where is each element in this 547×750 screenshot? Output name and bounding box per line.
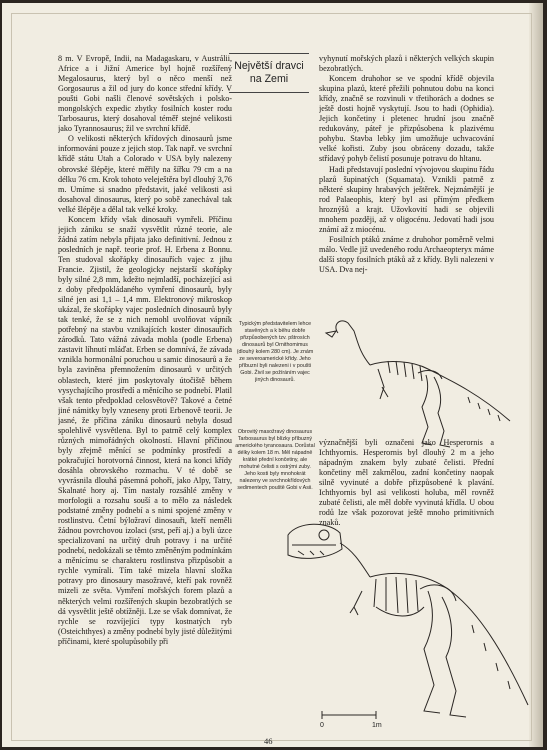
scale-label-one-meter: 1m <box>372 722 382 729</box>
paragraph: Fosilních ptáků známe z druhohor poměrně velmi málo. Vedle již uvedeného rodu Archaeopteryx máme další stopy fosilních ptáků až z křídy. Byli nalezeni v USA. Dva nej- <box>319 234 494 274</box>
scale-label-zero: 0 <box>320 722 324 729</box>
paragraph: význačnější byli označeni jako Hesperornis a Ichthyornis. Hesperornis byl dlouhý 2 m a jeho nápadným znakem byly zubaté čelisti. Přední končetiny měl zakrnělou, zadní končetiny naopak silně vyvinuté a dobře přizpůsobené k plavání. Ichthyornis byl asi velikosti holuba, měl rovněž zubaté čelisti, ale měl dobře vyvinutá křídla. U obou rodů lze však pozorovat ještě mnoho primitivních znaků. <box>319 438 494 528</box>
tarbosaurus-caption: Obrovitý masožravý dinosaurus Tarbosaurus byl blízky příbuzný amerického tyranosaura. Dorůstal délky kolem 18 m. Měl nápadně krátké přední končetiny, ale mohutné čelisti s ostrými zuby. Jeho kosti byly mnohokrát nalezeny ve svrchnokřídových sedimentech pouště Gobi v Asii. <box>235 429 315 491</box>
page-number: 46 <box>264 736 273 746</box>
section-title-line-2: na Zemi <box>249 73 289 85</box>
ornithomimus-skeleton-illustration <box>318 303 518 453</box>
paragraph: vyhynutí mořských plazů i některých velkých skupin bezobratlých. <box>319 54 494 74</box>
section-title-box <box>229 53 309 93</box>
paragraph: O velikosti některých křídových dinosaurů jsme informováni pouze z jejich stop. Tak např. ve svrchní křídě státu Utah a Colorado v USA byly nalezeny obrovské šlépěje, které měřily na šířku 79 cm a na délku 76 cm. Krok tohoto veleještěra byl dlouhý 3,76 m. Umíme si snadno představit, jaké velikosti asi dosahoval dinosaurus, který po sobě zanechával tak velké šlépěje a dělal tak velké kroky. <box>58 134 232 214</box>
section-title-line-1: Největší dravci <box>234 60 304 72</box>
paragraph: Koncem křídy však dinosauři vymřeli. Příčinu jejich zániku se snaží vysvětlit různé teorie, ale žádná zatím nebyla přijata jako definitivní. Jednou z posledních je např. teorie prof. H. Erbena z Bonnu. Ten studoval skořápky dinosauřích vajec z jihu Francie. Zjistil, že geologicky nejstarší skořápky byly silné 2,8 mm, kdežto nejmladší, pocházející asi z doby předpokládaného vymření dinosaurů, byly silné jen asi 1,1 – 1,4 mm. Elektronový mikroskop ukázal, že skořápky vajec posledních dinosaurů byly tak tenké, že se z nich nemohl uvolňovat vápník potřebný na stavbu vznikajících koster dinosauřích zárodků. Tato vážná závada mohla (podle Erbena) zastavit líhnutí mláďat. Erben se domnívá, že závada vznikla hormonální poruchou u samic dinosaurů a že byla zaviněna přemnožením dinosaurů v určitých oblastech, které jim poskytovaly útočiště během vysychajícího prostředí a měnícího se podnebí. Platil však tento předpoklad celosvětově? Takové a četné jiné námitky byly vzneseny proti Erbenově teorii. Je jasné, že příčina zániku dinosaurů nebyla dosud spolehlivě vysvětlena. Byl to patrně celý komplex různých mimořádných okolností. Hlavní příčinou byly zřejmě měnící se podmínky prostředí a pokračující horotvorná činnost, která na konci křídy dosáhla obrovského rozmachu. V té době se vyvrásnila dlouhá pásemná pohoří, jako Alpy, Tatry, Skalnaté hory aj. Tím nastaly rozsáhlé změny v morfologii a rozsahu souší a to mělo za následek podstatné změny podnebí a s nimi spojené změny v rostlinstvu. Četní býložraví dinosauři, kteří neměli žádnou povrchovou izolaci (srst, peří aj.) a byli úzce specializovaní na určitý druh potravy i na určité podnebí, nedokázali se těmto změněným podmínkám a měnícímu se charakteru rostlinstva přizpůsobit a rychle vymírali. Tím také mizela hlavní složka potravy pro dinosaury masožravé, kteří pak rovněž mizeli ze světa. Vymření mořských forem plazů a některých velmi rozšířených skupin bezobratlých se dá vysvětlit ještě obtížněji. Lze se však domnívat, že rychle se rozvíjející typy kostnatých ryb (Osteichthyes) a změny podnebí byly jisté důležitými příčinami, které spolupůsobily při <box>58 214 232 646</box>
left-text-column <box>58 54 232 744</box>
paragraph: Koncem druhohor se ve spodní křídě objevila skupina plazů, které přežili pohnutou dobu na konci křídy, značně se rozvinuli v třetihorách a dodnes se ještě dosti hojně vyskytují. Jsou to hadi (Ophidia). Jejich končetiny i pletenec hrudní jsou značně redukovány, páteř je přizpůsobena k plazivému pohybu. Stavba lebky jim umožňuje uchvacování velké kořisti. Zuby jsou obráceny dozadu, takže střídavý pohyb čelistí posunuje potravu do hltanu. <box>319 74 494 164</box>
book-page <box>2 3 543 747</box>
tarbosaurus-skeleton-illustration <box>258 515 538 730</box>
paragraph: 8 m. V Evropě, Indii, na Madagaskaru, v Austrálii, Africe a i Jižní Americe byl hojně rozšířený Megalosaurus, který byl o něco menší než Gorgosaurus a žil od jury do konce střední křídy. V poušti Gobi našli členové sovětských i polsko-mongolských expedic zbytky fosilních koster rodu Tarbosaurus, který dosahoval téměř stejné velikosti jako Tyrannosaurus; žil ve svrchní křídě. <box>58 54 232 134</box>
paragraph: Hadi představují poslední vývojovou skupinu řádu plazů šupinatých (Squamata). Vznikli patrně z některé skupiny hrabavých ještěrek. Nejznámější je rod Palaeophis, který byl asi přímým předkem hroznýšů a krajt. Užovkovití hadi se objevili mnohem později, až v oligocénu. Jedovatí hadi jsou známí až z miocénu. <box>319 164 494 234</box>
ornithomimus-caption: Typickým představitelem lehce stavěných a k běhu dobře přizpůsobených tzv. pštrosích dinosaurů byl Ornithomimus (dlouhý kolem 280 cm). Je znám ze severoamerické křídy. Jeho příbuzní byli nalezeni i v poušti Gobi. Živil se požíráním vajec jiných dinosaurů. <box>236 321 314 383</box>
right-text-column <box>319 54 494 329</box>
